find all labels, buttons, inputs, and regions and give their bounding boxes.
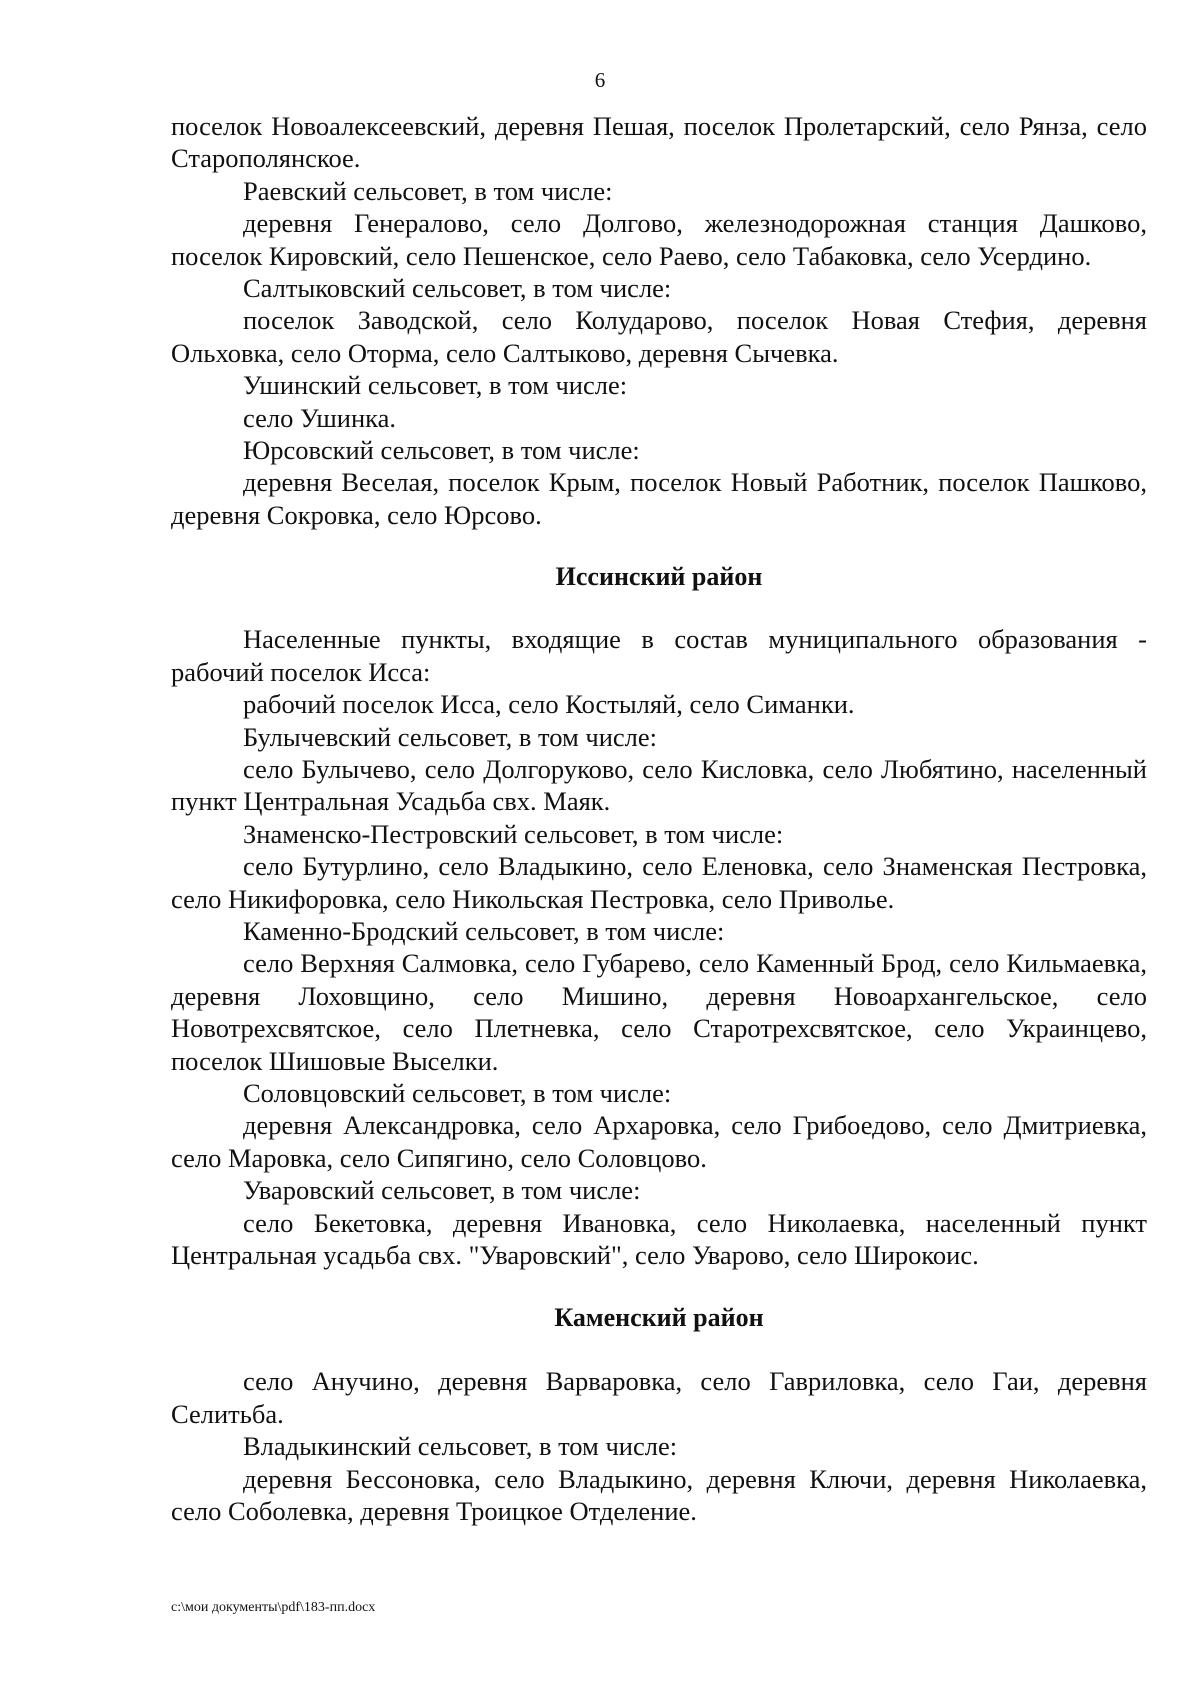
- paragraph: Населенные пункты, входящие в состав муниципального образования - рабочий поселок Исса:: [171, 624, 1147, 687]
- document-body: [171, 110, 1147, 1527]
- paragraph: поселок Заводской, село Колударово, поселок Новая Стефия, деревня Ольховка, село Оторма, село Салтыково, деревня Сычевка.: [171, 305, 1147, 368]
- paragraph: деревня Бессоновка, село Владыкино, деревня Ключи, деревня Николаевка, село Соболевка, деревня Троицкое Отделение.: [171, 1463, 1147, 1527]
- paragraph: Уваровский сельсовет, в том числе:: [243, 1175, 641, 1206]
- paragraph: село Булычево, село Долгоруково, село Кисловка, село Любятино, населенный пункт Центральная Усадьба свх. Маяк.: [171, 753, 1147, 817]
- paragraph: Булычевский сельсовет, в том числе:: [243, 721, 657, 752]
- page-number: 6: [594, 68, 606, 92]
- file-path-footer: c:\мои документы\pdf\183-пп.docx: [171, 1600, 376, 1615]
- section-heading-kamensky: Каменский район: [554, 1303, 764, 1333]
- section-issinsky: [171, 623, 1147, 1271]
- paragraph: село Верхняя Салмовка, село Губарево, село Каменный Брод, село Кильмаевка, деревня Лоховщино, село Мишино, деревня Новоархангельское, село Новотрехсвятское, село Плетневка, село Старотрехсвятское, село Украинцево, поселок Шишовые Выселки.: [171, 948, 1147, 1076]
- paragraph: поселок Новоалексеевский, деревня Пешая, поселок Пролетарский, село Рянза, село Старополянское.: [171, 111, 1147, 174]
- paragraph: Ушинский сельсовет, в том числе:: [243, 370, 628, 401]
- paragraph: Каменно-Бродский сельсовет, в том числе:: [243, 915, 725, 946]
- paragraph: Салтыковский сельсовет, в том числе:: [243, 273, 672, 304]
- paragraph: деревня Веселая, поселок Крым, поселок Новый Работник, поселок Пашково, деревня Сокровка, село Юрсово.: [171, 467, 1147, 530]
- paragraph: деревня Александровка, село Архаровка, село Грибоедово, село Дмитриевка, село Маровка, село Сипягино, село Соловцово.: [171, 1110, 1147, 1173]
- section-top: [171, 110, 1147, 531]
- paragraph: рабочий поселок Исса, село Костыляй, село Симанки.: [243, 689, 855, 720]
- paragraph: Раевский сельсовет, в том числе:: [243, 175, 613, 206]
- paragraph: деревня Генералово, село Долгово, железнодорожная станция Дашково, поселок Кировский, село Пешенское, село Раево, село Табаковка, село Усердино.: [171, 208, 1147, 271]
- paragraph: Соловцовский сельсовет, в том числе:: [243, 1077, 672, 1108]
- section-heading-issinsky: Иссинский район: [555, 562, 763, 592]
- section-kamensky: [171, 1365, 1147, 1527]
- paragraph: село Анучино, деревня Варваровка, село Гавриловка, село Гаи, деревня Селитьба.: [171, 1366, 1147, 1429]
- paragraph: Знаменско-Пестровский сельсовет, в том числе:: [243, 818, 784, 849]
- paragraph: село Бутурлино, село Владыкино, село Еленовка, село Знаменская Пестровка, село Никифоровка, село Никольская Пестровка, село Приволье.: [171, 851, 1147, 914]
- paragraph: село Бекетовка, деревня Ивановка, село Николаевка, населенный пункт Центральная усадьба свх. "Уваровский", село Уварово, село Широкоис.: [171, 1207, 1147, 1270]
- paragraph: Юрсовский сельсовет, в том числе:: [243, 435, 640, 466]
- paragraph: Владыкинский сельсовет, в том числе:: [243, 1431, 678, 1462]
- paragraph: село Ушинка.: [243, 402, 397, 433]
